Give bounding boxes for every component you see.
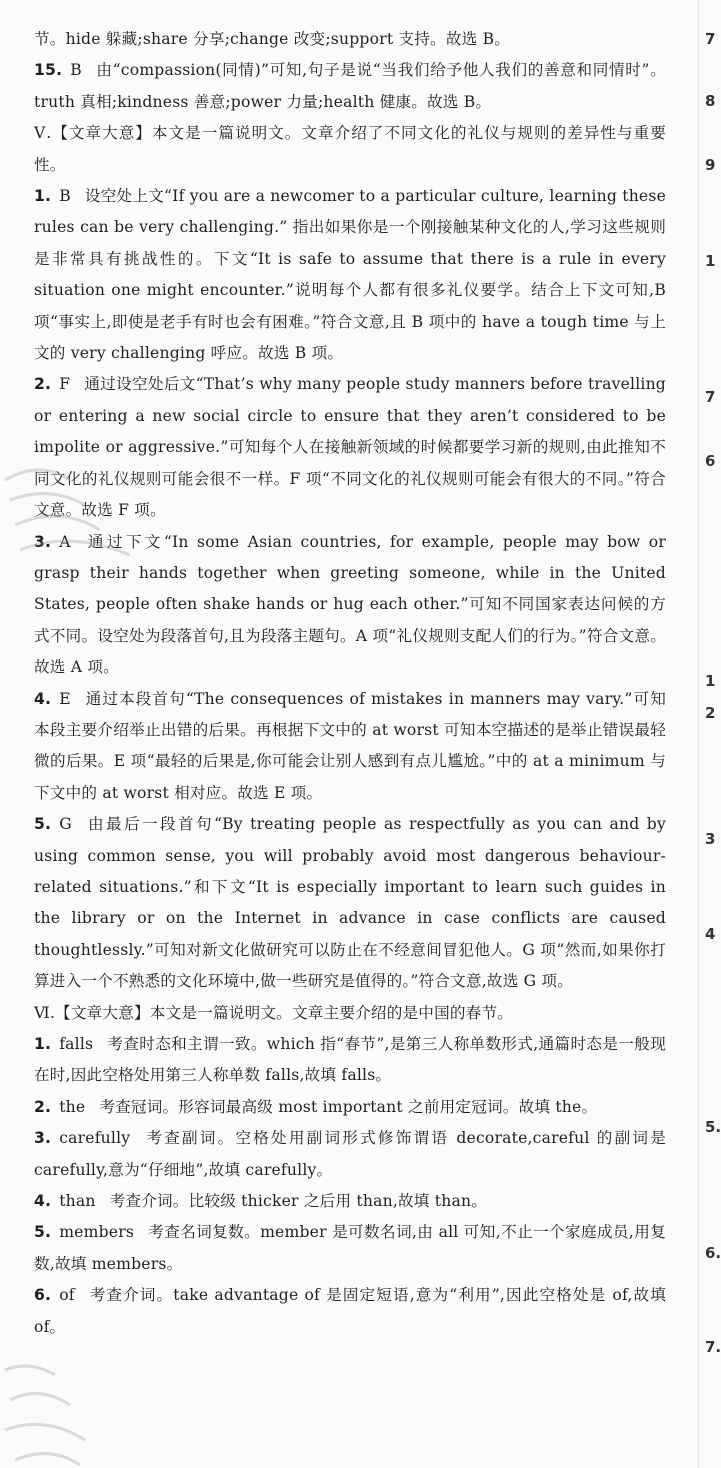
item-number: 4. [34,1192,52,1211]
answer-item [34,809,666,997]
strip-glyph: 3 [705,830,716,848]
item-number: 1. [34,1035,52,1053]
strip-glyph: 7. [705,1338,721,1356]
explanation: 通过下文“In some Asian countries, for example, people may bow or grasp their hands together when greeting someone, while in the United States, people often shake hands or hug each other.”可知不同国家表达问候的方式不同。设空处为段落首句,且为段落主题句。A 项“礼仪规则支配人们的行为。”符合文意。故选 A 项。 [34,532,666,677]
answer-item [34,181,666,369]
answer-key: A [59,532,71,551]
explanation: 考查冠词。形容词最高级 most important 之前用定冠词。故填 the。 [99,1097,598,1116]
answer-item [34,1092,666,1123]
section-summary: Ⅴ.【文章大意】本文是一篇说明文。文章介绍了不同文化的礼仪与规则的差异性与重要性。 [34,124,666,174]
paragraph [34,24,666,55]
watermark-logo [0,460,140,570]
answer-item [34,1123,666,1186]
explanation: 考查时态和主谓一致。which 指“春节”,是第三人称单数形式,通篇时态是一般现在时,因此空格处用第三人称单数 falls,故填 falls。 [34,1035,666,1085]
strip-glyph: 4 [705,925,716,943]
strip-glyph: 5. [705,1118,721,1136]
adjacent-page-strip [698,0,721,1468]
answer-key: members [59,1223,135,1242]
explanation: 考查介词。take advantage of 是固定短语,意为“利用”,因此空格处是 of,故填 of。 [34,1286,666,1336]
explanation: 由“compassion(同情)”可知,句子是说“当我们给予他人我们的善意和同情时”。truth 真相;kindness 善意;power 力量;health 健康。故选 B。 [34,61,666,111]
strip-glyph: 9 [705,156,716,174]
strip-glyph: 6 [705,452,716,470]
strip-glyph: 2 [705,704,716,722]
item-number: 2. [34,375,52,394]
answer-item [34,684,666,810]
answer-key: B [70,61,82,80]
answer-key: the [59,1097,86,1116]
explanation: 考查副词。空格处用副词形式修饰谓语 decorate,careful 的副词是 carefully,意为“仔细地”,故填 carefully。 [34,1129,666,1179]
item-number: 4. [34,689,52,708]
item-number: 3. [34,532,52,551]
explanation: 设空处上文“If you are a newcomer to a particular culture, learning these rules can be very challenging.” 指出如果你是一个刚接触某种文化的人,学习这些规则是非常具有挑战性的。下文“It is safe to assume that there is a rule in every situation one might encounter.”说明每个人都有很多礼仪要学。结合上下文可知,B 项“事实上,即使是老手有时也会有困难。”符合文意,且 B 项中的 have a tough time 与上文的 very challenging 呼应。故选 B 项。 [34,187,666,363]
answer-key: F [59,375,71,394]
answer-key: of [59,1286,75,1305]
text-line: 节。hide 躲藏;share 分享;change 改变;support 支持。故选 B。 [34,30,511,48]
explanation: 考查名词复数。member 是可数名词,由 all 可知,不止一个家庭成员,用复数,故填 members。 [34,1223,666,1273]
explanation: 由最后一段首句“By treating people as respectfully as you can and by using common sense, you will probably avoid most dangerous behaviour-related situations.”和下文“It is especially important to learn such guides in the library or on the Internet in advance in case conflicts are caused thoughtlessly.”可知对新文化做研究可以防止在不经意间冒犯他人。G 项“然而,如果你打算进入一个不熟悉的文化环境中,做一些研究是值得的。”符合文意,故选 G 项。 [34,815,666,991]
answer-item [34,1217,666,1280]
answer-key: B [59,187,71,206]
answer-key: carefully [59,1129,131,1148]
strip-glyph: 7 [705,388,716,406]
answer-key: than [59,1192,96,1211]
strip-glyph: 1 [705,672,716,690]
answer-key: falls [59,1035,94,1053]
answer-item [34,1280,666,1343]
item-number: 2. [34,1097,52,1116]
strip-glyph: 6. [705,1244,721,1262]
answer-column [34,24,666,1343]
explanation: 通过设空处后文“That’s why many people study manners before travelling or entering a new social circle to ensure that they aren’t considered to be impolite or aggressive.”可知每个人在接触新领域的时候都要学习新的规则,由此推知不同文化的礼仪规则可能会很不一样。F 项“不同文化的礼仪规则可能会有很大的不同。”符合文意。故选 F 项。 [34,375,666,520]
item-number: 1. [34,187,52,206]
answer-item [34,1186,666,1217]
item-number: 5. [34,1223,52,1242]
answer-key: G [59,815,72,834]
item-number: 15. [34,61,63,80]
section-header [34,998,666,1029]
explanation: 考查介词。比较级 thicker 之后用 than,故填 than。 [109,1192,487,1211]
answer-item [34,55,666,118]
item-number: 5. [34,815,52,834]
answer-key: E [59,689,71,708]
answer-item [34,1029,666,1092]
watermark-logo [0,1360,90,1468]
item-number: 3. [34,1129,52,1148]
section-summary: Ⅵ.【文章大意】本文是一篇说明文。文章主要介绍的是中国的春节。 [34,1003,514,1022]
strip-glyph: 8 [705,92,716,110]
explanation: 通过本段首句“The consequences of mistakes in manners may vary.”可知本段主要介绍举止出错的后果。再根据下文中的 at worst 可知本空描述的是举止错误最轻微的后果。E 项“最轻的后果是,你可能会让别人感到有点儿尴尬。”中的 at a minimum 与下文中的 at worst 相对应。故选 E 项。 [34,689,666,802]
strip-glyph: 7 [705,30,716,48]
strip-glyph: 1 [705,252,716,270]
section-header [34,118,666,181]
item-number: 6. [34,1286,52,1305]
